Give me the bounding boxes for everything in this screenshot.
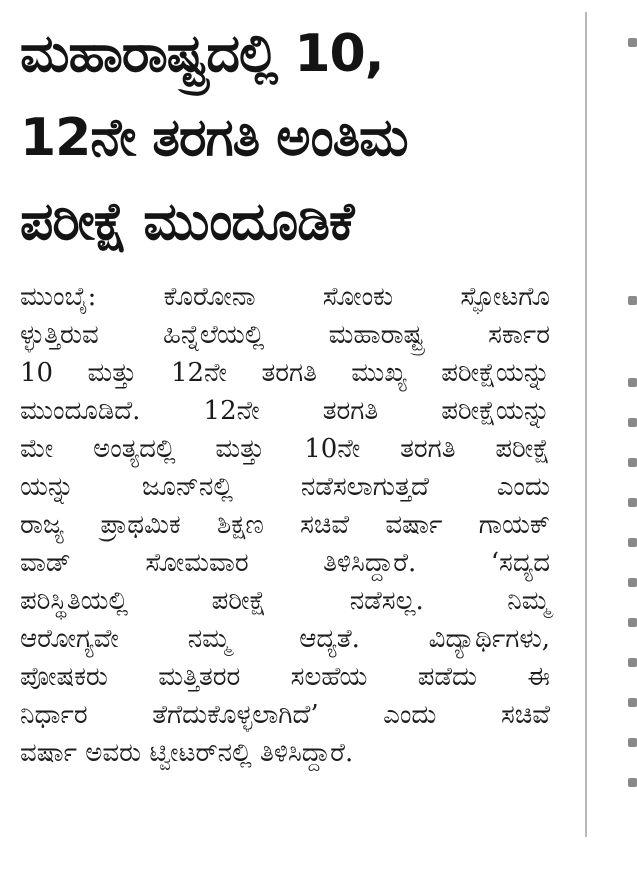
cropped-text-fragment xyxy=(628,778,637,787)
body-line: ಮೇ ಅಂತ್ಯದಲ್ಲಿ ಮತ್ತು 10ನೇ ತರಗತಿ ಪರೀಕ್ಷೆ xyxy=(20,434,550,464)
headline-line-2: 12ನೇ ತರಗತಿ ಅಂತಿಮ xyxy=(20,108,408,168)
body-line: ಪೋಷಕರು ಮತ್ತಿತರರ ಸಲಹೆಯ ಪಡೆದು ಈ xyxy=(20,662,550,692)
body-line: ನಿರ್ಧಾರ ತೆಗೆದುಕೊಳ್ಳಲಾಗಿದೆ’ ಎಂದು ಸಚಿವೆ xyxy=(20,700,550,730)
body-line: ವಾಡ್ ಸೋಮವಾರ ತಿಳಿಸಿದ್ದಾರೆ. ‘ಸದ್ಯದ xyxy=(20,548,550,578)
cropped-text-fragment xyxy=(628,698,637,707)
body-line: ಳ್ಳುತ್ತಿರುವ ಹಿನ್ನೆಲೆಯಲ್ಲಿ ಮಹಾರಾಷ್ಟ್ರ ಸರ್ಕಾರ xyxy=(20,320,550,350)
body-line: ಪರಿಸ್ಥಿತಿಯಲ್ಲಿ ಪರೀಕ್ಷೆ ನಡೆಸಲ್ಲ. ನಿಮ್ಮ xyxy=(20,586,550,616)
cropped-text-fragment xyxy=(628,578,637,587)
headline-line-3: ಪರೀಕ್ಷೆ ಮುಂದೂಡಿಕೆ xyxy=(20,192,354,252)
column-divider xyxy=(585,12,587,837)
cropped-text-fragment xyxy=(628,738,637,747)
body-line: ಯನ್ನು ಜೂನ್‌ನಲ್ಲಿ ನಡೆಸಲಾಗುತ್ತದೆ ಎಂದು xyxy=(20,472,550,502)
cropped-text-fragment xyxy=(628,296,637,305)
article-body xyxy=(20,278,550,772)
body-line: ಮುಂದೂಡಿದೆ. 12ನೇ ತರಗತಿ ಪರೀಕ್ಷೆಯನ್ನು xyxy=(20,396,550,426)
body-line: ರಾಜ್ಯ ಪ್ರಾಥಮಿಕ ಶಿಕ್ಷಣ ಸಚಿವೆ ವರ್ಷಾ ಗಾಯಕ್ xyxy=(20,510,550,540)
cropped-text-fragment xyxy=(628,618,637,627)
body-line: ಆರೋಗ್ಯವೇ ನಮ್ಮ ಆದ್ಯತೆ. ವಿದ್ಯಾರ್ಥಿಗಳು, xyxy=(20,624,550,654)
cropped-text-fragment xyxy=(628,458,637,467)
cropped-text-fragment xyxy=(628,498,637,507)
article-headline xyxy=(20,12,580,264)
cropped-text-fragment xyxy=(628,378,637,387)
body-line: ವರ್ಷಾ ಅವರು ಟ್ವೀಟರ್‌ನಲ್ಲಿ ತಿಳಿಸಿದ್ದಾರೆ. xyxy=(20,738,354,768)
headline-line-1: ಮಹಾರಾಷ್ಟ್ರದಲ್ಲಿ 10, xyxy=(20,24,384,84)
cropped-text-fragment xyxy=(628,538,637,547)
cropped-text-fragment xyxy=(628,38,637,47)
cropped-text-fragment xyxy=(628,418,637,427)
body-line: ಮುಂಬೈ: ಕೊರೋನಾ ಸೋಂಕು ಸ್ಫೋಟಗೊ xyxy=(20,282,550,312)
body-line: 10 ಮತ್ತು 12ನೇ ತರಗತಿ ಮುಖ್ಯ ಪರೀಕ್ಷೆಯನ್ನು xyxy=(20,358,550,388)
adjacent-column-edge xyxy=(620,0,637,887)
cropped-text-fragment xyxy=(628,658,637,667)
